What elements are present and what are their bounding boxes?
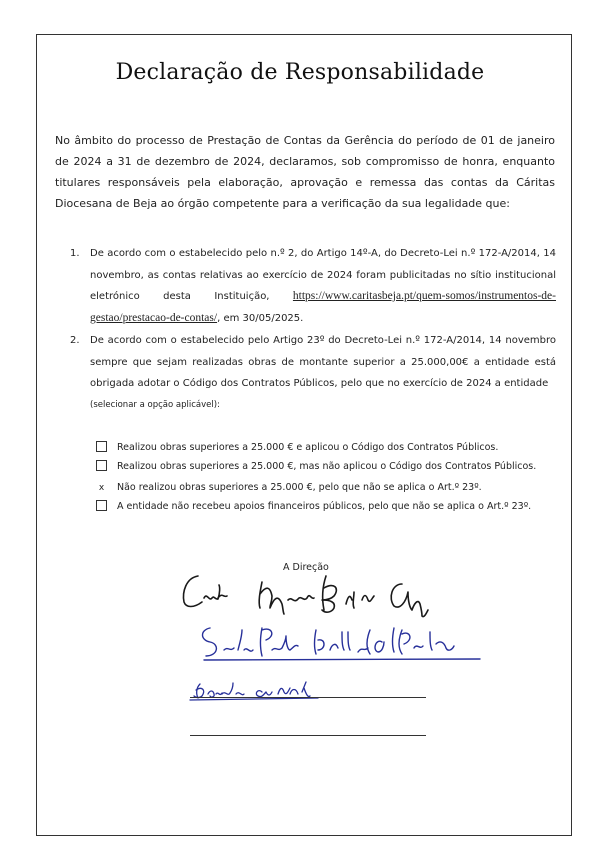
option-label: Realizou obras superiores a 25.000 €, mas não aplicou o Código dos Contratos Públicos. — [117, 461, 537, 472]
list-item-1 — [70, 243, 556, 329]
checkbox[interactable] — [96, 500, 107, 511]
checkbox[interactable] — [96, 441, 107, 452]
list-item-2 — [70, 330, 556, 416]
signature-heading: A Direção — [283, 562, 329, 573]
item-2-text: De acordo com o estabelecido pelo Artigo 23º do Decreto-Lei n.º 172-A/2014, 14 novembro sempre que sejam realizadas obras de montante superior a 25.000,00€ a entidade está obrigada adotar o Código dos Contratos Públicos, pelo que no exercício de 2024 a entidade — [90, 335, 556, 389]
document-title: Declaração de Responsabilidade — [115, 60, 485, 85]
contas-link[interactable]: https://www.caritasbeja.pt/quem-somos/instrumentos-de-gestao/prestacao-de-contas/ — [90, 290, 556, 324]
option-4[interactable] — [96, 499, 531, 515]
option-1[interactable] — [96, 440, 498, 456]
option-2[interactable] — [96, 459, 536, 475]
item-1-text: De acordo com o estabelecido pelo n.º 2, do Artigo 14º-A, do Decreto-Lei n.º 172-A/2014, 14 novembro, as contas relativas ao exercício de 2024 foram publicitadas no sítio institucional eletrónico desta Instituição, — [90, 248, 556, 302]
signature-2-image — [198, 622, 488, 664]
list-number: 2. — [70, 335, 80, 346]
signature-3-image — [186, 678, 326, 704]
list-number: 1. — [70, 248, 80, 259]
selection-note: (selecionar a opção aplicável): — [90, 399, 220, 410]
intro-paragraph: No âmbito do processo de Prestação de Contas da Gerência do período de 01 de janeiro de 2024 a 31 de dezembro de 2024, declaramos, sob compromisso de honra, enquanto titulares responsáveis pela elaboração, aprovação e remessa das contas da Cáritas Diocesana de Beja ao órgão competente para a verificação da sua legalidade que: — [55, 134, 555, 210]
option-label: A entidade não recebeu apoios financeiros públicos, pelo que não se aplica o Art.º 23º. — [117, 501, 532, 512]
checkbox[interactable] — [96, 460, 107, 471]
option-label: Não realizou obras superiores a 25.000 €, pelo que não se aplica o Art.º 23º. — [117, 482, 482, 493]
option-3[interactable] — [96, 480, 482, 496]
item-1-date: , em 30/05/2025. — [217, 312, 304, 324]
option-label: Realizou obras superiores a 25.000 € e aplicou o Código dos Contratos Públicos. — [117, 442, 499, 453]
x-mark[interactable]: x — [98, 483, 105, 493]
signature-line — [190, 697, 426, 698]
signature-1-image — [176, 568, 476, 618]
signature-line — [190, 735, 426, 736]
